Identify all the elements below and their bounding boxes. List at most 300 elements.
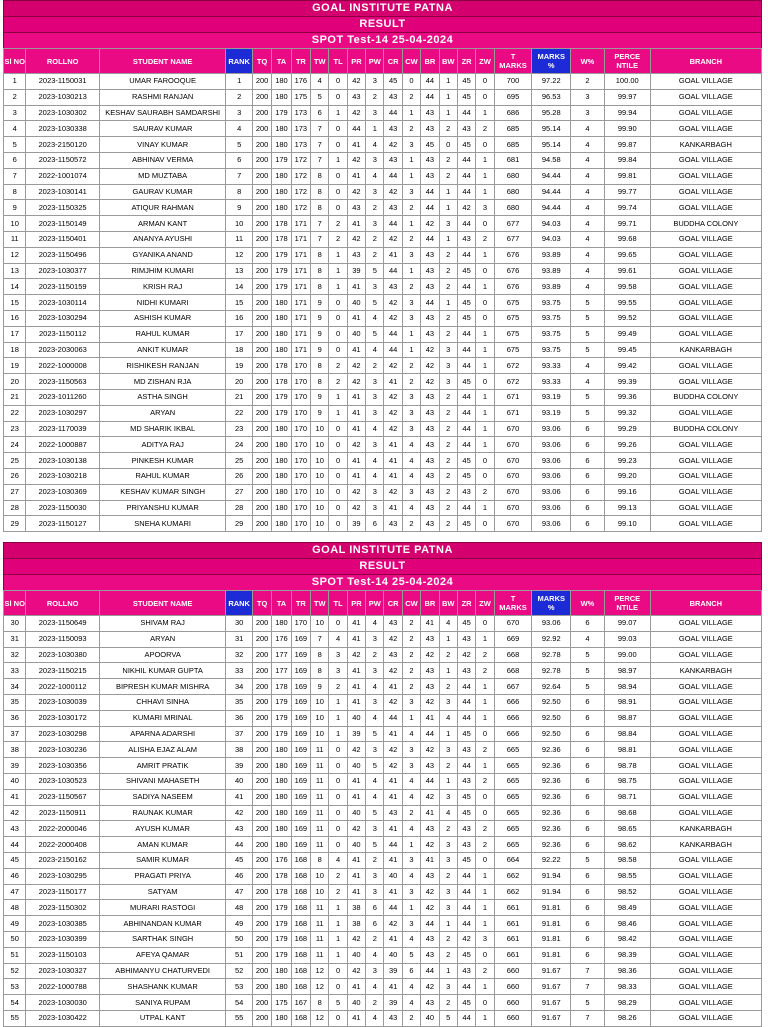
cell-tr: 170 <box>291 516 310 532</box>
cell-marks-pct: 91.94 <box>532 868 571 884</box>
cell-bw: 2 <box>439 421 457 437</box>
cell-pr: 42 <box>347 374 365 390</box>
cell-zr: 44 <box>457 694 475 710</box>
cell-percentile: 98.94 <box>604 679 650 695</box>
cell-pr: 42 <box>347 152 365 168</box>
cell-t-marks: 677 <box>494 231 532 247</box>
cell-sl-no: 55 <box>4 1010 26 1026</box>
cell-marks-pct: 92.36 <box>532 773 571 789</box>
cell-w-pct: 5 <box>571 647 605 663</box>
cell-zw: 1 <box>476 679 494 695</box>
cell-br: 43 <box>421 389 439 405</box>
cell-student-name: BIPRESH KUMAR MISHRA <box>99 679 226 695</box>
cell-w-pct: 5 <box>571 679 605 695</box>
cell-br: 43 <box>421 152 439 168</box>
cell-percentile: 98.91 <box>604 694 650 710</box>
cell-cr: 44 <box>384 168 402 184</box>
cell-rollno: 2023-2030063 <box>26 342 99 358</box>
result-table <box>3 590 762 1027</box>
cell-rank: 54 <box>226 995 253 1011</box>
cell-cw: 3 <box>402 405 420 421</box>
cell-t-marks: 665 <box>494 837 532 853</box>
column-header-ta: TA <box>272 591 291 616</box>
cell-w-pct: 4 <box>571 358 605 374</box>
cell-student-name: AYUSH KUMAR <box>99 821 226 837</box>
cell-zr: 44 <box>457 152 475 168</box>
cell-rollno: 2023-1030422 <box>26 1010 99 1026</box>
cell-marks-pct: 92.36 <box>532 821 571 837</box>
cell-student-name: ASHISH KUMAR <box>99 310 226 326</box>
cell-bw: 2 <box>439 152 457 168</box>
cell-sl-no: 33 <box>4 663 26 679</box>
cell-ta: 178 <box>272 216 291 232</box>
column-header-rollno: ROLLNO <box>26 591 99 616</box>
cell-t-marks: 685 <box>494 137 532 153</box>
cell-pw: 3 <box>366 152 384 168</box>
cell-zw: 1 <box>476 694 494 710</box>
cell-rollno: 2023-1030213 <box>26 89 99 105</box>
cell-tw: 11 <box>311 773 329 789</box>
cell-tq: 200 <box>252 789 271 805</box>
cell-zr: 44 <box>457 979 475 995</box>
cell-tl: 0 <box>329 616 347 632</box>
cell-tq: 200 <box>252 405 271 421</box>
table-row <box>4 931 762 947</box>
cell-tr: 169 <box>291 773 310 789</box>
cell-tl: 3 <box>329 663 347 679</box>
cell-cr: 43 <box>384 805 402 821</box>
cell-bw: 3 <box>439 979 457 995</box>
cell-sl-no: 23 <box>4 421 26 437</box>
cell-tr: 169 <box>291 837 310 853</box>
cell-pr: 42 <box>347 647 365 663</box>
cell-tl: 1 <box>329 900 347 916</box>
cell-pr: 41 <box>347 1010 365 1026</box>
cell-ta: 180 <box>272 1010 291 1026</box>
cell-tq: 200 <box>252 326 271 342</box>
cell-br: 43 <box>421 405 439 421</box>
cell-tw: 8 <box>311 184 329 200</box>
cell-bw: 2 <box>439 263 457 279</box>
cell-pw: 3 <box>366 694 384 710</box>
cell-pr: 40 <box>347 326 365 342</box>
cell-marks-pct: 95.28 <box>532 105 571 121</box>
cell-student-name: CHHAVI SINHA <box>99 694 226 710</box>
cell-rank: 16 <box>226 310 253 326</box>
cell-cw: 2 <box>402 647 420 663</box>
cell-percentile: 98.65 <box>604 821 650 837</box>
cell-tq: 200 <box>252 358 271 374</box>
cell-tw: 11 <box>311 900 329 916</box>
cell-branch: GOAL VILLAGE <box>650 310 761 326</box>
cell-marks-pct: 93.89 <box>532 263 571 279</box>
cell-student-name: AMRIT PRATIK <box>99 758 226 774</box>
cell-marks-pct: 93.06 <box>532 516 571 532</box>
cell-sl-no: 36 <box>4 710 26 726</box>
cell-br: 41 <box>421 710 439 726</box>
cell-student-name: ALISHA EJAZ ALAM <box>99 742 226 758</box>
cell-zw: 1 <box>476 105 494 121</box>
cell-ta: 175 <box>272 995 291 1011</box>
cell-cr: 39 <box>384 963 402 979</box>
cell-ta: 179 <box>272 105 291 121</box>
cell-rank: 29 <box>226 516 253 532</box>
cell-tl: 0 <box>329 805 347 821</box>
cell-student-name: AFEYA QAMAR <box>99 947 226 963</box>
cell-tr: 170 <box>291 389 310 405</box>
cell-tr: 169 <box>291 742 310 758</box>
cell-rollno: 2023-1170039 <box>26 421 99 437</box>
cell-percentile: 98.42 <box>604 931 650 947</box>
cell-bw: 2 <box>439 121 457 137</box>
cell-bw: 4 <box>439 710 457 726</box>
cell-tl: 0 <box>329 310 347 326</box>
cell-rank: 31 <box>226 631 253 647</box>
cell-tw: 12 <box>311 963 329 979</box>
cell-tw: 9 <box>311 295 329 311</box>
cell-zr: 43 <box>457 631 475 647</box>
cell-sl-no: 9 <box>4 200 26 216</box>
cell-percentile: 99.84 <box>604 152 650 168</box>
cell-bw: 3 <box>439 742 457 758</box>
column-header-tl: TL <box>329 591 347 616</box>
cell-tl: 0 <box>329 200 347 216</box>
cell-zw: 0 <box>476 468 494 484</box>
cell-cw: 3 <box>402 137 420 153</box>
cell-tw: 8 <box>311 263 329 279</box>
cell-percentile: 99.49 <box>604 326 650 342</box>
cell-cr: 42 <box>384 295 402 311</box>
cell-marks-pct: 91.67 <box>532 979 571 995</box>
cell-ta: 180 <box>272 516 291 532</box>
cell-branch: GOAL VILLAGE <box>650 437 761 453</box>
cell-pw: 4 <box>366 979 384 995</box>
table-row <box>4 821 762 837</box>
cell-zw: 0 <box>476 89 494 105</box>
cell-student-name: SAMIR KUMAR <box>99 852 226 868</box>
cell-cw: 1 <box>402 326 420 342</box>
table-row <box>4 105 762 121</box>
cell-pr: 39 <box>347 263 365 279</box>
cell-pw: 3 <box>366 437 384 453</box>
cell-t-marks: 661 <box>494 900 532 916</box>
cell-bw: 3 <box>439 342 457 358</box>
column-header-rollno: ROLLNO <box>26 49 99 74</box>
cell-percentile: 98.78 <box>604 758 650 774</box>
cell-student-name: SARTHAK SINGH <box>99 931 226 947</box>
cell-tl: 0 <box>329 837 347 853</box>
result-block-1 <box>3 0 762 532</box>
cell-ta: 180 <box>272 773 291 789</box>
cell-t-marks: 676 <box>494 247 532 263</box>
cell-tw: 10 <box>311 421 329 437</box>
cell-cr: 39 <box>384 995 402 1011</box>
cell-percentile: 99.29 <box>604 421 650 437</box>
cell-cw: 2 <box>402 279 420 295</box>
cell-percentile: 98.29 <box>604 995 650 1011</box>
cell-cw: 1 <box>402 837 420 853</box>
cell-percentile: 99.26 <box>604 437 650 453</box>
cell-branch: GOAL VILLAGE <box>650 884 761 900</box>
cell-rank: 34 <box>226 679 253 695</box>
cell-br: 43 <box>421 931 439 947</box>
cell-pw: 4 <box>366 310 384 326</box>
table-row <box>4 805 762 821</box>
cell-tl: 0 <box>329 742 347 758</box>
cell-branch: KANKARBAGH <box>650 663 761 679</box>
cell-student-name: ADITYA RAJ <box>99 437 226 453</box>
cell-sl-no: 4 <box>4 121 26 137</box>
cell-tw: 7 <box>311 137 329 153</box>
cell-br: 43 <box>421 484 439 500</box>
cell-bw: 3 <box>439 216 457 232</box>
cell-cr: 41 <box>384 247 402 263</box>
cell-cw: 4 <box>402 726 420 742</box>
cell-rank: 40 <box>226 773 253 789</box>
cell-rollno: 2023-1150159 <box>26 279 99 295</box>
cell-pr: 41 <box>347 421 365 437</box>
cell-tw: 6 <box>311 105 329 121</box>
cell-ta: 180 <box>272 326 291 342</box>
cell-rollno: 2023-1150031 <box>26 74 99 90</box>
cell-marks-pct: 95.14 <box>532 137 571 153</box>
cell-rank: 38 <box>226 742 253 758</box>
cell-pw: 4 <box>366 1010 384 1026</box>
cell-w-pct: 4 <box>571 121 605 137</box>
cell-cw: 1 <box>402 710 420 726</box>
cell-zr: 45 <box>457 263 475 279</box>
cell-tq: 200 <box>252 295 271 311</box>
cell-w-pct: 6 <box>571 484 605 500</box>
cell-zw: 3 <box>476 931 494 947</box>
cell-marks-pct: 94.44 <box>532 168 571 184</box>
cell-percentile: 99.55 <box>604 295 650 311</box>
cell-percentile: 98.52 <box>604 884 650 900</box>
table-row <box>4 900 762 916</box>
cell-zw: 2 <box>476 963 494 979</box>
cell-br: 43 <box>421 631 439 647</box>
cell-pr: 42 <box>347 484 365 500</box>
cell-marks-pct: 92.36 <box>532 742 571 758</box>
cell-tq: 200 <box>252 247 271 263</box>
cell-pr: 41 <box>347 663 365 679</box>
cell-tl: 0 <box>329 74 347 90</box>
cell-bw: 2 <box>439 500 457 516</box>
cell-zr: 45 <box>457 995 475 1011</box>
cell-rollno: 2023-1150215 <box>26 663 99 679</box>
cell-rollno: 2023-1030523 <box>26 773 99 789</box>
cell-cr: 42 <box>384 358 402 374</box>
cell-bw: 3 <box>439 900 457 916</box>
cell-zr: 44 <box>457 710 475 726</box>
cell-rank: 12 <box>226 247 253 263</box>
cell-cr: 44 <box>384 216 402 232</box>
cell-pr: 41 <box>347 405 365 421</box>
cell-cw: 3 <box>402 742 420 758</box>
cell-tr: 169 <box>291 821 310 837</box>
cell-w-pct: 7 <box>571 963 605 979</box>
cell-branch: KANKARBAGH <box>650 137 761 153</box>
cell-student-name: MD SHARIK IKBAL <box>99 421 226 437</box>
cell-bw: 1 <box>439 631 457 647</box>
cell-br: 43 <box>421 326 439 342</box>
cell-percentile: 99.23 <box>604 453 650 469</box>
cell-tq: 200 <box>252 868 271 884</box>
cell-pr: 41 <box>347 979 365 995</box>
cell-zr: 45 <box>457 74 475 90</box>
cell-ta: 178 <box>272 374 291 390</box>
cell-branch: GOAL VILLAGE <box>650 742 761 758</box>
cell-rank: 52 <box>226 963 253 979</box>
cell-rollno: 2023-1150563 <box>26 374 99 390</box>
cell-tl: 0 <box>329 963 347 979</box>
cell-cr: 42 <box>384 663 402 679</box>
cell-pw: 5 <box>366 837 384 853</box>
cell-t-marks: 666 <box>494 726 532 742</box>
cell-marks-pct: 93.06 <box>532 453 571 469</box>
cell-tw: 8 <box>311 663 329 679</box>
cell-tr: 170 <box>291 500 310 516</box>
cell-tr: 168 <box>291 868 310 884</box>
cell-rollno: 2023-1030294 <box>26 310 99 326</box>
column-header-sl-no: Sl NO <box>4 49 26 74</box>
cell-bw: 1 <box>439 773 457 789</box>
cell-tr: 171 <box>291 279 310 295</box>
cell-marks-pct: 92.50 <box>532 726 571 742</box>
cell-cw: 4 <box>402 773 420 789</box>
cell-percentile: 99.42 <box>604 358 650 374</box>
cell-tw: 10 <box>311 884 329 900</box>
cell-percentile: 99.03 <box>604 631 650 647</box>
cell-tr: 169 <box>291 679 310 695</box>
cell-branch: GOAL VILLAGE <box>650 468 761 484</box>
cell-bw: 1 <box>439 663 457 679</box>
cell-tq: 200 <box>252 231 271 247</box>
cell-ta: 179 <box>272 152 291 168</box>
column-header-tr: TR <box>291 49 310 74</box>
cell-cr: 40 <box>384 868 402 884</box>
cell-zw: 0 <box>476 374 494 390</box>
cell-rank: 26 <box>226 468 253 484</box>
cell-percentile: 99.87 <box>604 137 650 153</box>
cell-zr: 43 <box>457 663 475 679</box>
cell-tl: 2 <box>329 216 347 232</box>
cell-rollno: 2023-1030380 <box>26 647 99 663</box>
table-row <box>4 437 762 453</box>
cell-ta: 180 <box>272 453 291 469</box>
column-header-ta: TA <box>272 49 291 74</box>
cell-t-marks: 668 <box>494 663 532 679</box>
cell-pw: 6 <box>366 900 384 916</box>
cell-w-pct: 6 <box>571 916 605 932</box>
cell-tw: 9 <box>311 342 329 358</box>
column-header-tl: TL <box>329 49 347 74</box>
cell-zr: 43 <box>457 963 475 979</box>
cell-rollno: 2023-1030338 <box>26 121 99 137</box>
cell-zw: 1 <box>476 168 494 184</box>
cell-student-name: RISHIKESH RANJAN <box>99 358 226 374</box>
cell-marks-pct: 92.36 <box>532 837 571 853</box>
cell-rollno: 2023-1150112 <box>26 326 99 342</box>
cell-br: 40 <box>421 1010 439 1026</box>
cell-branch: GOAL VILLAGE <box>650 868 761 884</box>
cell-tr: 172 <box>291 184 310 200</box>
cell-sl-no: 49 <box>4 916 26 932</box>
institute-title: GOAL INSTITUTE PATNA <box>3 0 762 16</box>
cell-bw: 2 <box>439 868 457 884</box>
cell-rank: 47 <box>226 884 253 900</box>
cell-tq: 200 <box>252 710 271 726</box>
cell-branch: GOAL VILLAGE <box>650 789 761 805</box>
cell-tl: 0 <box>329 821 347 837</box>
cell-br: 43 <box>421 500 439 516</box>
cell-br: 43 <box>421 121 439 137</box>
cell-percentile: 98.75 <box>604 773 650 789</box>
cell-tw: 12 <box>311 1010 329 1026</box>
cell-cr: 42 <box>384 694 402 710</box>
cell-w-pct: 3 <box>571 105 605 121</box>
cell-branch: KANKARBAGH <box>650 837 761 853</box>
cell-pr: 41 <box>347 342 365 358</box>
cell-rollno: 2023-2150162 <box>26 852 99 868</box>
cell-cw: 1 <box>402 216 420 232</box>
cell-tw: 9 <box>311 326 329 342</box>
cell-bw: 4 <box>439 805 457 821</box>
cell-br: 43 <box>421 310 439 326</box>
cell-rollno: 2023-1150093 <box>26 631 99 647</box>
cell-w-pct: 6 <box>571 616 605 632</box>
cell-tw: 8 <box>311 358 329 374</box>
cell-pr: 41 <box>347 789 365 805</box>
cell-sl-no: 29 <box>4 516 26 532</box>
cell-cr: 41 <box>384 453 402 469</box>
cell-rank: 23 <box>226 421 253 437</box>
cell-tr: 173 <box>291 137 310 153</box>
cell-student-name: RIMJHIM KUMARI <box>99 263 226 279</box>
cell-percentile: 99.65 <box>604 247 650 263</box>
cell-pw: 2 <box>366 89 384 105</box>
cell-cr: 42 <box>384 405 402 421</box>
cell-percentile: 98.39 <box>604 947 650 963</box>
cell-cw: 2 <box>402 663 420 679</box>
cell-sl-no: 30 <box>4 616 26 632</box>
cell-sl-no: 54 <box>4 995 26 1011</box>
cell-tr: 171 <box>291 326 310 342</box>
cell-tw: 10 <box>311 616 329 632</box>
cell-zw: 2 <box>476 231 494 247</box>
cell-ta: 179 <box>272 726 291 742</box>
cell-tl: 0 <box>329 979 347 995</box>
cell-zr: 44 <box>457 500 475 516</box>
cell-rollno: 2023-1150572 <box>26 152 99 168</box>
cell-marks-pct: 93.06 <box>532 616 571 632</box>
cell-percentile: 99.07 <box>604 616 650 632</box>
cell-tq: 200 <box>252 152 271 168</box>
cell-w-pct: 6 <box>571 947 605 963</box>
cell-bw: 2 <box>439 995 457 1011</box>
cell-tw: 8 <box>311 279 329 295</box>
cell-pr: 39 <box>347 726 365 742</box>
cell-rank: 15 <box>226 295 253 311</box>
cell-zw: 0 <box>476 74 494 90</box>
cell-zw: 1 <box>476 979 494 995</box>
cell-bw: 3 <box>439 884 457 900</box>
cell-zr: 45 <box>457 726 475 742</box>
cell-br: 42 <box>421 358 439 374</box>
cell-pw: 2 <box>366 852 384 868</box>
cell-pw: 4 <box>366 947 384 963</box>
cell-tq: 200 <box>252 694 271 710</box>
